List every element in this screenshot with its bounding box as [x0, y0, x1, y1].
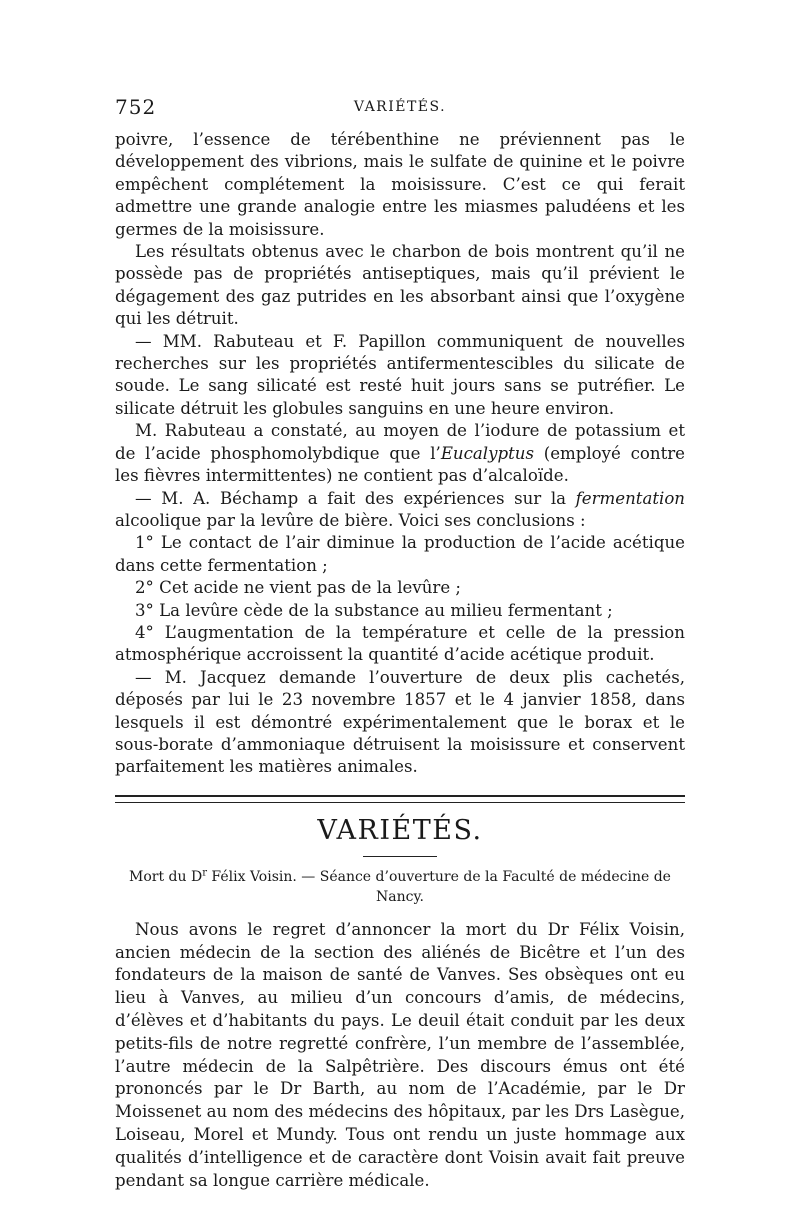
paragraph-charcoal: Les résultats obtenus avec le charbon de bois montrent qu’il ne possède pas de propriétés antiseptiques, mais qu’il prévient le dégagement des gaz putrides en les absorbant ainsi que l’oxygène qui les détruit. [115, 242, 685, 329]
running-title: VARIÉTÉS. [353, 99, 447, 115]
eucalyptus-text-a: M. Rabuteau a constaté, au moyen de l’iodure de potassium et de l’acide phosphomolybdique que l’ [115, 421, 685, 463]
conclusion-item: 2° Cet acide ne vient pas de la levûre ; [135, 578, 462, 598]
body-text [115, 129, 685, 779]
eucalyptus-text-b: (employé contre les fièvres intermittentes) ne contient pas d’alcaloïde. [115, 443, 685, 486]
obituary [115, 919, 685, 1193]
conclusion-item: 3° La levûre cède de la substance au milieu fermentant ; [135, 600, 613, 620]
page-number: 752 [115, 95, 157, 119]
subhead-superscript: r [202, 867, 207, 879]
subhead-text-a: Mort du D [129, 868, 203, 885]
bechamp-text-a: — M. A. Béchamp a fait des expériences sur la [135, 488, 576, 508]
title-rule [363, 856, 437, 857]
paragraph-rabuteau-eucalyptus [115, 420, 685, 487]
section-divider [115, 795, 685, 803]
paragraph-jacquez: — M. Jacquez demande l’ouverture de deux plis cachetés, déposés par lui le 23 novembre 1857 et le 4 janvier 1858, dans lesquels il est démontré expérimentalement que le borax et le sous-borate d’ammoniaque détruisent la moisissure et conservent parfaitement les matières animales. [115, 667, 685, 777]
conclusion-item: 4° L’augmentation de la température et celle de la pression atmosphérique accroissent la quantité d’acide acétique produit. [115, 622, 685, 665]
conclusion-item: 1° Le contact de l’air diminue la production de l’acide acétique dans cette fermentation ; [115, 533, 685, 575]
fermentation-term: fermentation [575, 488, 685, 508]
paragraph-rabuteau-papillon: — MM. Rabuteau et F. Papillon communiquent de nouvelles recherches sur les propriétés antifermentescibles du silicate de soude. Le sang silicaté est resté huit jours sans se putréfier. Le silicate détruit les globules sanguins en une heure environ. [115, 331, 685, 418]
paragraph-pepper-essence: poivre, l’essence de térébenthine ne préviennent pas le développement des vibrions, mais le sulfate de quinine et le poivre empêchent complétement la moisissure. C’est ce qui ferait admettre une grande analogie entre les miasmes paludéens et les germes de la moisissure. [115, 130, 685, 239]
section-title: VARIÉTÉS. [317, 814, 483, 846]
running-head [115, 95, 685, 123]
document-page [115, 95, 685, 1192]
obituary-paragraph: Nous avons le regret d’annoncer la mort du Dr Félix Voisin, ancien médecin de la section des aliénés de Bicêtre et l’un des fondateurs de la maison de santé de Vanves. Ses obsèques ont eu lieu à Vanves, au milieu d’un concours d’amis, de médecins, d’élèves et d’habitants du pays. Le deuil était conduit par les deux petits-fils de notre regretté confrère, l’un membre de l’assemblée, l’autre médecin de la Salpêtrière. Des discours émus ont été prononcés par le Dr Barth, au nom de l’Académie, par le Dr Moissenet au nom des médecins des hôpitaux, par les Drs Lasègue, Loiseau, Morel et Mundy. Tous ont rendu un juste hommage aux qualités d’intelligence et de caractère dont Voisin avait fait preuve pendant sa longue carrière médicale. [115, 919, 685, 1190]
section-subhead [115, 867, 685, 907]
bechamp-text-b: alcoolique par la levûre de bière. Voici ses conclusions : [115, 510, 586, 530]
paragraph-bechamp [115, 488, 685, 533]
eucalyptus-term: Eucalyptus [440, 443, 534, 463]
subhead-text-b: Félix Voisin. — Séance d’ouverture de la Faculté de médecine de Nancy. [206, 868, 671, 905]
